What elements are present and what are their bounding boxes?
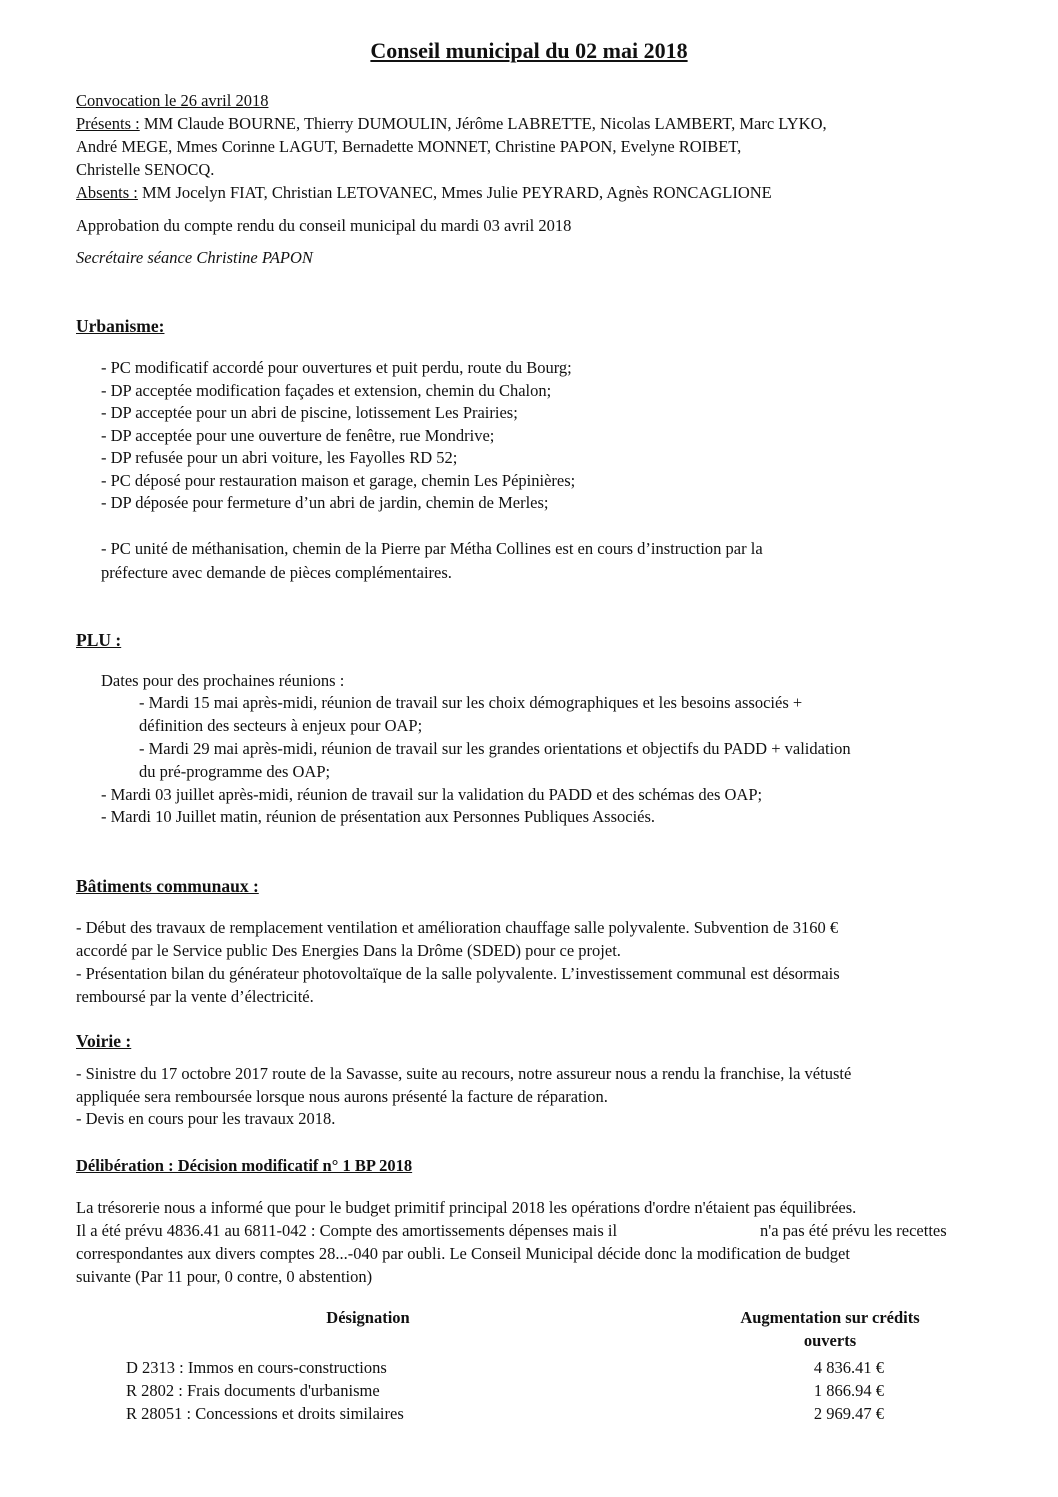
methanisation-line-1: - PC unité de méthanisation, chemin de la Pierre par Métha Collines est en cours d’instruction par la <box>101 539 763 558</box>
presents-line-2: André MEGE, Mmes Corinne LAGUT, Bernadette MONNET, Christine PAPON, Evelyne ROIBET, <box>76 137 742 156</box>
urbanisme-item: - DP déposée pour fermeture d’un abri de jardin, chemin de Merles; <box>101 493 549 512</box>
approbation-text: Approbation du compte rendu du conseil municipal du mardi 03 avril 2018 <box>76 216 572 235</box>
plu-meeting-line: - Mardi 03 juillet après-midi, réunion de travail sur la validation du PADD et des schémas des OAP; <box>101 785 763 804</box>
plu-meeting-line: définition des secteurs à enjeux pour OAP; <box>139 716 423 735</box>
absents-label: Absents : <box>76 183 138 202</box>
plu-meeting-line: - Mardi 29 mai après-midi, réunion de travail sur les grandes orientations et objectifs du PADD + validation <box>139 739 851 758</box>
voirie-line: - Sinistre du 17 octobre 2017 route de la Savasse, suite au recours, notre assureur nous a rendu la franchise, la vétusté <box>76 1064 852 1083</box>
plu-intro: Dates pour des prochaines réunions : <box>101 671 345 690</box>
table-row-label: R 2802 : Frais documents d'urbanisme <box>126 1381 380 1400</box>
table-row-label: R 28051 : Concessions et droits similaires <box>126 1404 404 1423</box>
table-row-label: D 2313 : Immos en cours-constructions <box>126 1358 387 1377</box>
absents-line <box>76 182 772 204</box>
deliberation-line: suivante (Par 11 pour, 0 contre, 0 abstention) <box>76 1267 373 1286</box>
urbanisme-item: - DP acceptée pour une ouverture de fenêtre, rue Mondrive; <box>101 426 495 445</box>
convocation-date: Convocation le 26 avril 2018 <box>76 91 269 110</box>
table-header-augmentation: Augmentation sur crédits <box>740 1308 920 1327</box>
deliberation-line: n'a pas été prévu les recettes <box>760 1221 947 1240</box>
urbanisme-item: - PC modificatif accordé pour ouvertures et puit perdu, route du Bourg; <box>101 358 572 377</box>
table-row-amount: 1 866.94 € <box>813 1381 884 1400</box>
page-title: Conseil municipal du 02 mai 2018 <box>370 38 688 63</box>
presents-line-3: Christelle SENOCQ. <box>76 160 215 179</box>
table-header-designation: Désignation <box>326 1308 410 1327</box>
batiments-line: - Début des travaux de remplacement ventilation et amélioration chauffage salle polyvalente. Subvention de 3160 € <box>76 918 839 937</box>
methanisation-line-2: préfecture avec demande de pièces complémentaires. <box>101 563 452 582</box>
absents-names: MM Jocelyn FIAT, Christian LETOVANEC, Mmes Julie PEYRARD, Agnès RONCAGLIONE <box>137 183 772 202</box>
secretaire-text: Secrétaire séance Christine PAPON <box>76 248 313 267</box>
urbanisme-item: - DP acceptée pour un abri de piscine, lotissement Les Prairies; <box>101 403 518 422</box>
urbanisme-item: - DP acceptée modification façades et extension, chemin du Chalon; <box>101 381 552 400</box>
plu-meeting-line: - Mardi 15 mai après-midi, réunion de travail sur les choix démographiques et les besoins associés + <box>139 693 803 712</box>
presents-label: Présents : <box>76 114 140 133</box>
plu-heading: PLU : <box>76 630 122 650</box>
deliberation-line: Il a été prévu 4836.41 au 6811-042 : Compte des amortissements dépenses mais il <box>76 1221 618 1240</box>
deliberation-line: La trésorerie nous a informé que pour le budget primitif principal 2018 les opérations d'ordre n'étaient pas équilibrées. <box>76 1198 857 1217</box>
deliberation-heading: Délibération : Décision modificatif n° 1 BP 2018 <box>76 1156 413 1175</box>
plu-meeting-line: - Mardi 10 Juillet matin, réunion de présentation aux Personnes Publiques Associés. <box>101 807 656 826</box>
urbanisme-item: - DP refusée pour un abri voiture, les Fayolles RD 52; <box>101 448 458 467</box>
presents-line-1 <box>76 113 827 135</box>
table-row-amount: 4 836.41 € <box>813 1358 884 1377</box>
batiments-heading: Bâtiments communaux : <box>76 876 259 896</box>
presents-names: MM Claude BOURNE, Thierry DUMOULIN, Jérôme LABRETTE, Nicolas LAMBERT, Marc LYKO, <box>139 114 827 133</box>
batiments-line: remboursé par la vente d’électricité. <box>76 987 314 1006</box>
table-row-amount: 2 969.47 € <box>813 1404 884 1423</box>
table-header-augmentation: ouverts <box>803 1331 857 1350</box>
urbanisme-heading: Urbanisme: <box>76 316 165 336</box>
urbanisme-item: - PC déposé pour restauration maison et garage, chemin Les Pépinières; <box>101 471 576 490</box>
voirie-line: appliquée sera remboursée lorsque nous aurons présenté la facture de réparation. <box>76 1087 608 1106</box>
plu-meeting-line: du pré-programme des OAP; <box>139 762 331 781</box>
batiments-line: accordé par le Service public Des Energies Dans la Drôme (SDED) pour ce projet. <box>76 941 621 960</box>
voirie-line: - Devis en cours pour les travaux 2018. <box>76 1109 336 1128</box>
deliberation-line: correspondantes aux divers comptes 28...-040 par oubli. Le Conseil Municipal décide donc la modification de budget <box>76 1244 850 1263</box>
voirie-heading: Voirie : <box>76 1031 132 1051</box>
batiments-line: - Présentation bilan du générateur photovoltaïque de la salle polyvalente. L’investissement communal est désormais <box>76 964 840 983</box>
